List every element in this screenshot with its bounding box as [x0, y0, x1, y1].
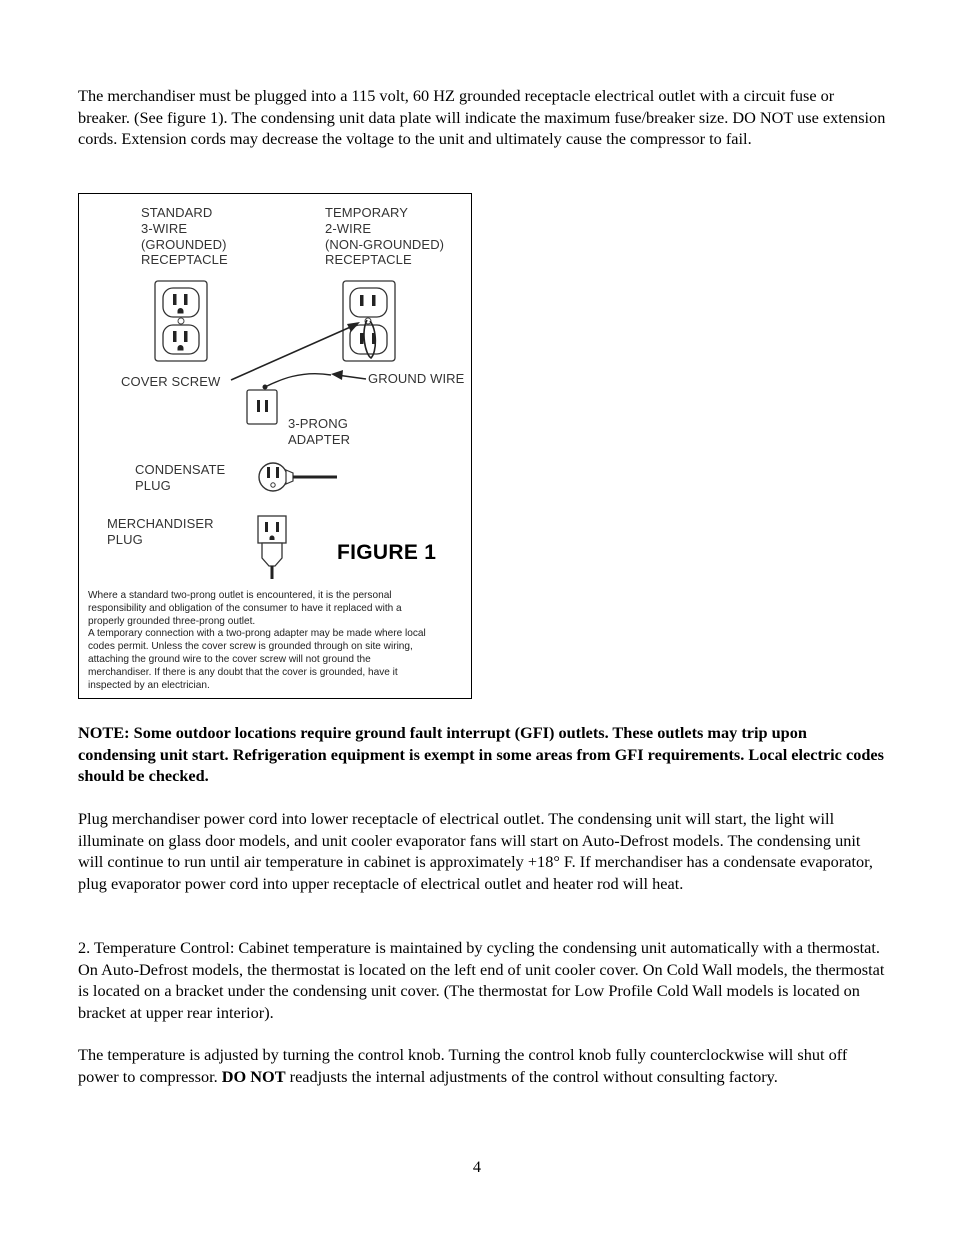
figure-title: FIGURE 1 — [337, 541, 437, 564]
condensate-plug-label: CONDENSATE PLUG — [135, 462, 226, 493]
caption-line: codes permit. Unless the cover screw is grounded through on site wiring, — [88, 641, 413, 653]
do-not-emphasis: DO NOT — [221, 1066, 286, 1086]
ground-wire-label: GROUND WIRE — [368, 371, 465, 386]
standard-receptacle-icon — [155, 281, 207, 361]
control-knob-text-1: The temperature is adjusted by turning the control knob. Turning the control knob fully counterclockwise will shut off power to compressor. — [78, 1045, 848, 1086]
caption-line: properly grounded three-prong outlet. — [88, 615, 256, 627]
figure-1 — [78, 193, 472, 699]
caption-line: Where a standard two-prong outlet is encountered, it is the personal — [88, 590, 392, 601]
merchandiser-plug-icon — [258, 516, 286, 579]
standard-receptacle-label: STANDARD 3-WIRE (GROUNDED) RECEPTACLE — [141, 205, 228, 268]
gfi-note: NOTE: Some outdoor locations require ground fault interrupt (GFI) outlets. These outlets may trip upon condensing unit start. Refrigeration equipment is exempt in some areas from GFI requirements. Local electric codes should be checked. — [78, 723, 884, 785]
caption-line: A temporary connection with a two-prong adapter may be made where local — [88, 628, 426, 640]
control-knob-text-2: readjusts the internal adjustments of the control without consulting factory. — [285, 1066, 778, 1086]
control-knob-paragraph — [78, 1044, 888, 1087]
caption-line: responsibility and obligation of the consumer to have it replaced with a — [88, 602, 402, 614]
caption-line: merchandiser. If there is any doubt that the cover is grounded, have it — [88, 666, 398, 678]
merchandiser-plug-label: MERCHANDISER PLUG — [107, 516, 214, 547]
page-number: 4 — [472, 1157, 482, 1176]
cover-screw-label: COVER SCREW — [121, 374, 221, 389]
caption-line: attaching the ground wire to the cover screw will not ground the — [88, 653, 371, 665]
plug-in-paragraph: Plug merchandiser power cord into lower receptacle of electrical outlet. The condensing unit will start, the light will illuminate on glass door models, and unit cooler evaporator fans will start on Auto-Defrost models. The condensing unit will continue to run until air temperature in cabinet is approximately +18° F. If merchandiser has a condensate evaporator, plug evaporator power cord into upper receptacle of electrical outlet and heater rod will heat. — [78, 809, 873, 893]
condensate-plug-icon — [259, 463, 337, 491]
intro-paragraph: The merchandiser must be plugged into a 115 volt, 60 HZ grounded receptacle electrical outlet with a circuit fuse or breaker. (See figure 1). The condensing unit data plate will indicate the maximum fuse/breaker size. DO NOT use extension cords. Extension cords may decrease the voltage to the unit and ultimately cause the compressor to fail. — [78, 86, 886, 148]
ground-wire-arrow-icon — [331, 370, 366, 380]
three-prong-adapter-label: 3-PRONG ADAPTER — [288, 416, 351, 447]
temperature-control-paragraph: 2. Temperature Control: Cabinet temperature is maintained by cycling the condensing unit automatically with a thermostat. On Auto-Defrost models, the thermostat is located on the left end of unit cooler cover. On Cold Wall models, the thermostat is located on a bracket under the condensing unit cover. (The thermostat for Low Profile Cold Wall models is located on bracket at upper rear interior). — [78, 938, 885, 1022]
temporary-receptacle-label: TEMPORARY 2-WIRE (NON-GROUNDED) RECEPTACLE — [325, 205, 445, 268]
temporary-receptacle-icon — [343, 281, 395, 361]
figure-caption — [88, 590, 472, 692]
caption-line: inspected by an electrician. — [88, 679, 210, 691]
